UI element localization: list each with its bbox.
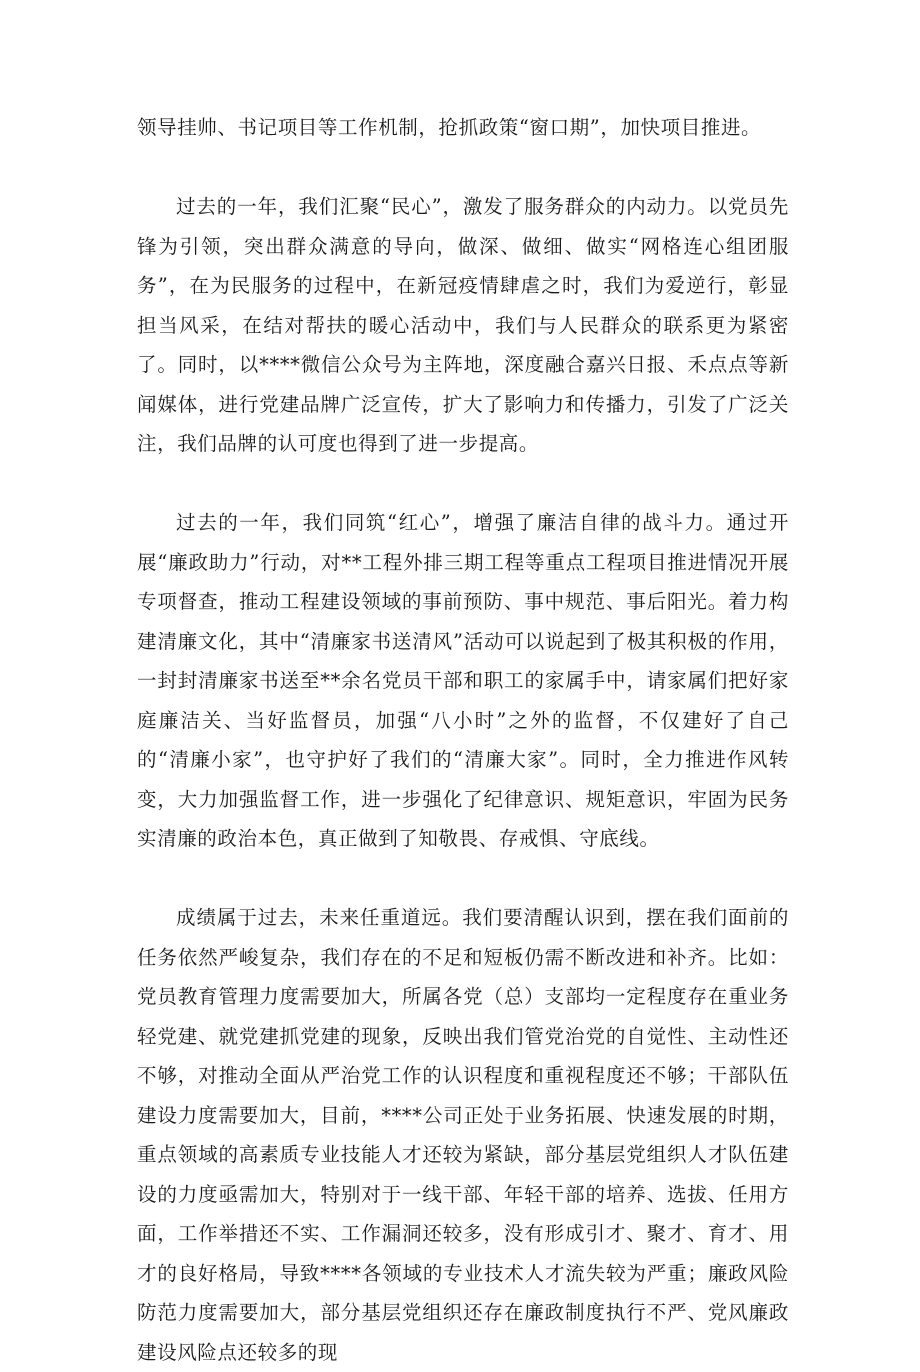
paragraph-red-heart: 过去的一年，我们同筑“红心”，增强了廉洁自律的战斗力。通过开展“廉政助力”行动，对**工程外排三期工程等重点工程项目推进情况开展专项督查，推动工程建设领域的事前预防、事中规范、事后阳光。着力构建清廉文化，其中“清廉家书送清风”活动可以说起到了极其积极的作用，一封封清廉家书送至**余名党员干部和职工的家属手中，请家属们把好家庭廉洁关、当好监督员，加强“八小时”之外的监督，不仅建好了自己的“清廉小家”，也守护好了我们的“清廉大家”。同时，全力推进作风转变，大力加强监督工作，进一步强化了纪律意识、规矩意识，牢固为民务实清廉的政治本色，真正做到了知敬畏、存戒惧、守底线。	[137, 511, 789, 850]
paragraph-shortcomings: 成绩属于过去，未来任重道远。我们要清醒认识到，摆在我们面前的任务依然严峻复杂，我们存在的不足和短板仍需不断改进和补齐。比如：党员教育管理力度需要加大，所属各党（总）支部均一定程度存在重业务轻党建、就党建抓党建的现象，反映出我们管党治党的自觉性、主动性还不够，对推动全面从严治党工作的认识程度和重视程度还不够；干部队伍建设力度需要加大，目前，****公司正处于业务拓展、快速发展的时期，重点领域的高素质专业技能人才还较为紧缺，部分基层党组织人才队伍建设的力度亟需加大，特别对于一线干部、年轻干部的培养、选拔、任用方面，工作举措还不实、工作漏洞还较多，没有形成引才、聚才、育才、用才的良好格局，导致****各领域的专业技术人才流失较为严重；廉政风险防范力度需要加大，部分基层党组织还存在廉政制度执行不严、党风廉政建设风险点还较多的现	[137, 906, 789, 1364]
paragraph-continuation: 领导挂帅、书记项目等工作机制，抢抓政策“窗口期”，加快项目推进。	[137, 116, 762, 139]
document-body	[137, 108, 789, 1372]
paragraph-people-heart: 过去的一年，我们汇聚“民心”，激发了服务群众的内动力。以党员先锋为引领，突出群众满意的导向，做深、做细、做实“网格连心组团服务”，在为民服务的过程中，在新冠疫情肆虐之时，我们为爱逆行，彰显担当风采，在结对帮扶的暖心活动中，我们与人民群众的联系更为紧密了。同时，以****微信公众号为主阵地，深度融合嘉兴日报、禾点点等新闻媒体，进行党建品牌广泛宣传，扩大了影响力和传播力，引发了广泛关注，我们品牌的认可度也得到了进一步提高。	[137, 195, 789, 455]
